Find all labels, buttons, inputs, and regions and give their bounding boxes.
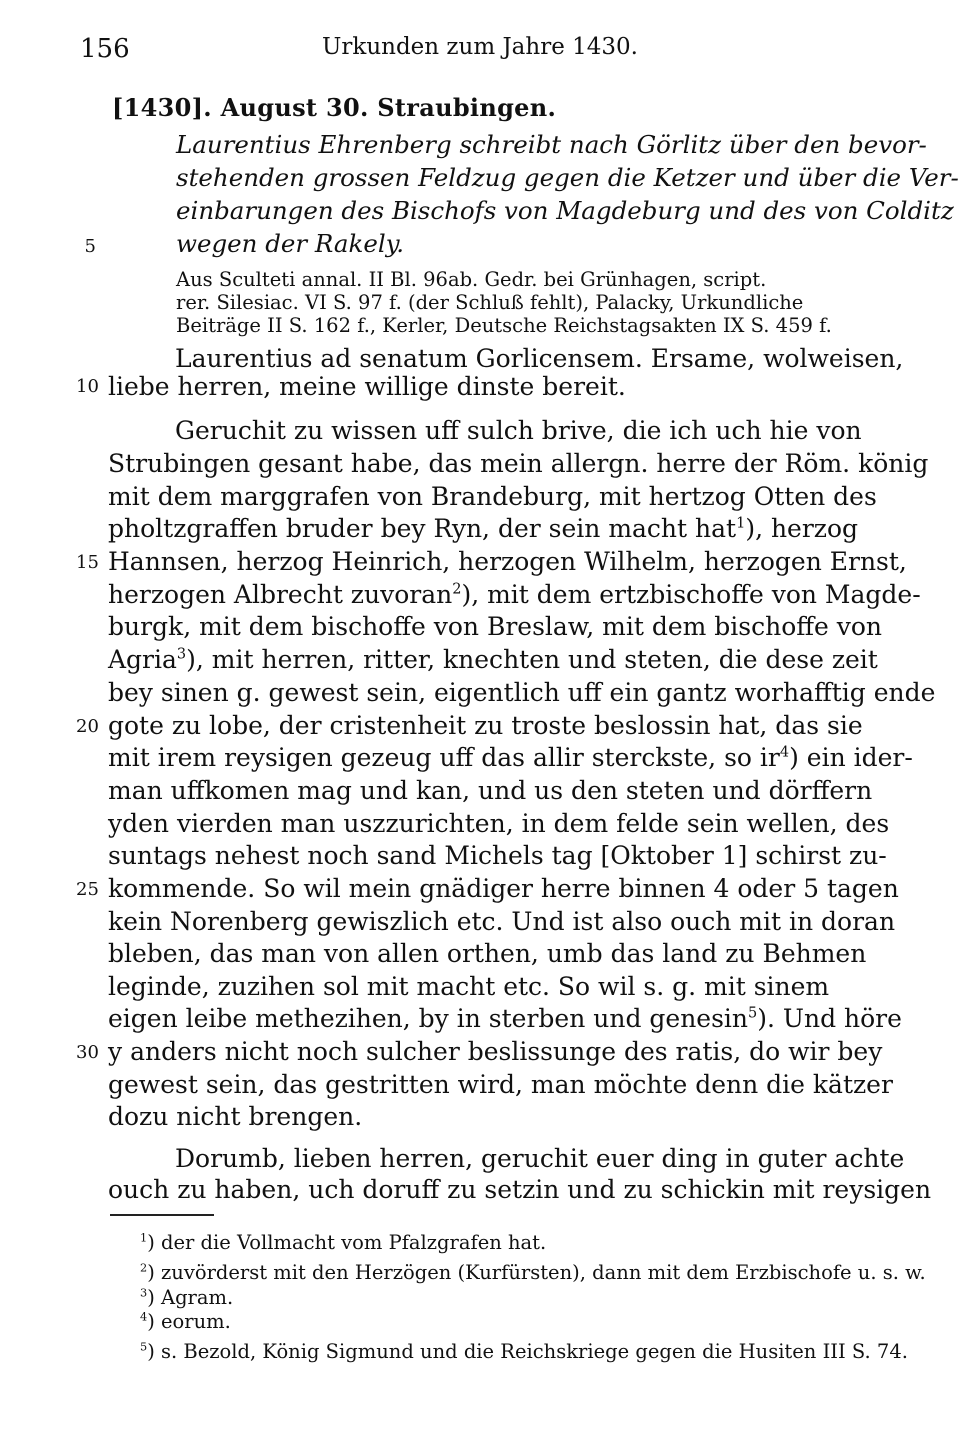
body-line: liebe herren, meine willige dinste bereit.	[108, 372, 626, 401]
footnote-mark: 1	[140, 1231, 148, 1245]
body-line: mit dem marggrafen von Brandeburg, mit hertzog Otten des	[108, 482, 877, 511]
source-line: rer. Silesiac. VI S. 97 f. (der Schluß fehlt), Palacky, Urkundliche	[176, 291, 804, 314]
body-line: gewest sein, das gestritten wird, man möchte denn die kätzer	[108, 1070, 893, 1099]
body-line	[108, 1004, 902, 1033]
body-line	[108, 514, 858, 543]
body-line: ouch zu haben, uch doruff zu setzin und zu schickin mit reysigen	[108, 1175, 932, 1204]
body-text: eigen leibe methezihen, by in sterben und genesin	[108, 1004, 749, 1033]
body-line: kein Norenberg gewiszlich etc. Und ist also ouch mit in doran	[108, 907, 896, 936]
body-line: gote zu lobe, der cristenheit zu troste beslossin hat, das sie	[108, 711, 863, 740]
body-line: y anders nicht noch sulcher beslissunge des ratis, do wir bey	[108, 1037, 883, 1066]
body-line: yden vierden man uszzurichten, in dem felde sein wellen, des	[108, 809, 890, 838]
body-text: ), mit herren, ritter, knechten und steten, die dese zeit	[186, 645, 878, 674]
body-line	[108, 580, 921, 609]
source-line: Beiträge II S. 162 f., Kerler, Deutsche Reichstagsakten IX S. 459 f.	[176, 314, 832, 337]
body-line: suntags nehest noch sand Michels tag [Oktober 1] schirst zu-	[108, 841, 887, 870]
body-text: ) ein ider-	[789, 743, 913, 772]
line-number: 15	[76, 552, 99, 573]
footnote-mark: 5	[140, 1340, 148, 1354]
footnote	[140, 1261, 926, 1284]
body-text: ). Und höre	[757, 1004, 902, 1033]
line-number: 10	[76, 376, 99, 397]
note-mark: 5	[748, 1005, 758, 1022]
body-line	[108, 645, 878, 674]
footnote	[140, 1340, 908, 1363]
body-line: Strubingen gesant habe, das mein allergn. herre der Röm. könig	[108, 449, 929, 478]
source-line: Aus Sculteti annal. II Bl. 96ab. Gedr. bei Grünhagen, script.	[176, 268, 767, 291]
body-line: Laurentius ad senatum Gorlicensem. Ersame, wolweisen,	[175, 344, 904, 373]
running-title: Urkunden zum Jahre 1430.	[322, 34, 638, 60]
line-number: 25	[76, 879, 99, 900]
footnote-text: ) s. Bezold, König Sigmund und die Reichskriege gegen die Husiten III S. 74.	[147, 1340, 908, 1363]
body-line	[108, 743, 913, 772]
footnote-divider	[110, 1214, 214, 1216]
body-text: mit irem reysigen gezeug uff das allir sterckste, so ir	[108, 743, 780, 772]
note-mark: 2	[452, 581, 462, 598]
body-text: ), herzog	[745, 514, 859, 543]
body-text: herzogen Albrecht zuvoran	[108, 580, 453, 609]
note-mark: 4	[779, 744, 790, 761]
footnote-text: ) Agram.	[147, 1286, 234, 1309]
body-line: burgk, mit dem bischoffe von Breslaw, mit dem bischoffe von	[108, 612, 883, 641]
note-mark: 3	[176, 646, 187, 663]
footnote-text: ) zuvörderst mit den Herzögen (Kurfürsten), dann mit dem Erzbischofe u. s. w.	[147, 1261, 926, 1284]
note-mark: 1	[736, 515, 746, 532]
footnote-mark: 2	[140, 1261, 148, 1275]
body-line: man uffkomen mag und kan, und us den steten und dörffern	[108, 776, 873, 805]
footnote-mark: 3	[140, 1286, 148, 1300]
body-text: Agria	[108, 645, 177, 674]
footnote-text: ) eorum.	[147, 1310, 231, 1333]
footnote	[140, 1310, 231, 1333]
line-number: 20	[76, 716, 99, 737]
body-line: Dorumb, lieben herren, geruchit euer ding in guter achte	[175, 1144, 905, 1173]
body-line: dozu nicht brengen.	[108, 1102, 363, 1131]
line-number: 5	[84, 236, 96, 257]
body-line: leginde, zuzihen sol mit macht etc. So wil s. g. mit sinem	[108, 972, 830, 1001]
footnote	[140, 1231, 546, 1254]
body-line: bey sinen g. gewest sein, eigentlich uff ein gantz worhafftig ende	[108, 678, 936, 707]
summary-line: Laurentius Ehrenberg schreibt nach Görlitz über den bevor-	[176, 130, 927, 159]
page-number: 156	[80, 34, 130, 64]
document-heading: [1430]. August 30. Straubingen.	[112, 93, 557, 122]
body-line: Geruchit zu wissen uff sulch brive, die ich uch hie von	[175, 416, 862, 445]
summary-line: einbarungen des Bischofs von Magdeburg und des von Colditz	[176, 196, 954, 225]
footnote-mark: 4	[140, 1310, 148, 1324]
body-line: bleben, das man von allen orthen, umb das land zu Behmen	[108, 939, 867, 968]
body-text: ), mit dem ertzbischoffe von Magde-	[461, 580, 921, 609]
summary-line: wegen der Rakely.	[176, 229, 405, 258]
footnote	[140, 1286, 233, 1309]
footnote-text: ) der die Vollmacht vom Pfalzgrafen hat.	[147, 1231, 547, 1254]
summary-line: stehenden grossen Feldzug gegen die Ketzer und über die Ver-	[176, 163, 959, 192]
body-text: pholtzgraffen bruder bey Ryn, der sein macht hat	[108, 514, 737, 543]
body-line: kommende. So wil mein gnädiger herre binnen 4 oder 5 tagen	[108, 874, 899, 903]
line-number: 30	[76, 1042, 99, 1063]
body-line: Hannsen, herzog Heinrich, herzogen Wilhelm, herzogen Ernst,	[108, 547, 907, 576]
